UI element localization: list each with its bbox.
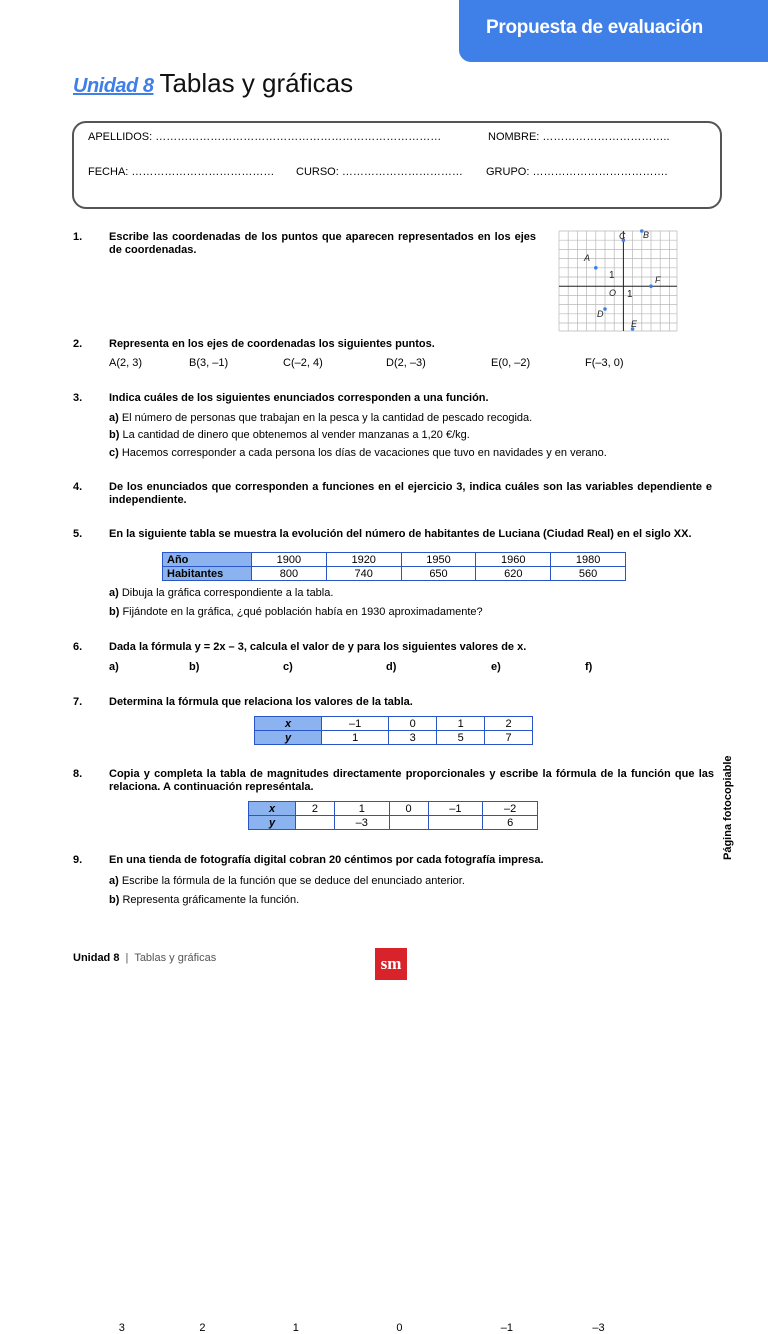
table-cell[interactable] bbox=[428, 816, 483, 830]
option-value: 0 bbox=[396, 1322, 403, 1334]
table-header-cell: y bbox=[249, 816, 296, 830]
option-item bbox=[283, 661, 299, 1334]
xy-table-q7 bbox=[254, 716, 533, 745]
question-number: 5. bbox=[73, 528, 83, 540]
sub-label: a) bbox=[109, 587, 119, 599]
option-value: –3 bbox=[592, 1322, 605, 1334]
sub-label: a) bbox=[109, 875, 119, 887]
question-text: De los enunciados que corresponden a funciones en el ejercicio 3, indica cuáles son las variables dependiente e independiente. bbox=[109, 481, 712, 506]
point-d bbox=[603, 307, 607, 311]
question-3-a bbox=[109, 412, 532, 424]
question-number: 6. bbox=[73, 641, 83, 653]
question-text: Escribe las coordenadas de los puntos que aparecen representados en los ejes de coordenadas. bbox=[109, 231, 536, 256]
question-text: En la siguiente tabla se muestra la evolución del número de habitantes de Luciana (Ciudad Real) en el siglo XX. bbox=[109, 528, 692, 540]
label-a: A bbox=[584, 253, 591, 263]
footer-unit: Unidad 8 bbox=[73, 952, 120, 964]
sub-label: c) bbox=[109, 447, 119, 459]
table-row bbox=[255, 717, 533, 731]
table-row bbox=[163, 567, 626, 581]
option-item bbox=[491, 661, 514, 1334]
unit-number: Unidad 8 bbox=[73, 75, 154, 97]
question-text: Copia y completa la tabla de magnitudes directamente proporcionales y escribe la fórmula de la función que las relaciona. A continuación represéntala. bbox=[109, 768, 714, 793]
table-cell: 6 bbox=[483, 816, 538, 830]
field-curso[interactable]: CURSO: …………………………… bbox=[296, 166, 463, 178]
table-row bbox=[255, 731, 533, 745]
table-cell[interactable] bbox=[296, 816, 335, 830]
question-text: Determina la fórmula que relaciona los valores de la tabla. bbox=[109, 696, 413, 708]
footer-title: Tablas y gráficas bbox=[134, 952, 217, 964]
header-banner: Propuesta de evaluación bbox=[459, 0, 768, 62]
population-table bbox=[162, 552, 626, 581]
option-label: e) bbox=[491, 661, 501, 673]
question-number: 7. bbox=[73, 696, 83, 708]
sub-text: La cantidad de dinero que obtenemos al vender manzanas a 1,20 €/kg. bbox=[122, 429, 470, 441]
table-cell: 0 bbox=[389, 802, 428, 816]
table-row bbox=[249, 802, 538, 816]
table-cell: 3 bbox=[389, 731, 437, 745]
point-item: B(3, –1) bbox=[189, 357, 229, 369]
sub-text: Representa gráficamente la función. bbox=[122, 894, 300, 906]
question-text: En una tienda de fotografía digital cobran 20 céntimos por cada fotografía impresa. bbox=[109, 854, 544, 866]
table-cell: 650 bbox=[401, 567, 476, 581]
table-cell: 2 bbox=[485, 717, 533, 731]
option-label: f) bbox=[585, 661, 593, 673]
option-item bbox=[109, 661, 125, 1334]
point-item: A(2, 3) bbox=[109, 357, 143, 369]
option-label: c) bbox=[283, 661, 293, 673]
table-cell: 620 bbox=[476, 567, 551, 581]
sub-text: Hacemos corresponder a cada persona los días de vacaciones que tuvo en navidades y en verano. bbox=[121, 447, 607, 459]
point-item: C(–2, 4) bbox=[283, 357, 323, 369]
point-a bbox=[594, 266, 598, 270]
question-text: Dada la fórmula y = 2x – 3, calcula el valor de y para los siguientes valores de x. bbox=[109, 641, 527, 653]
label-origin: O bbox=[609, 288, 617, 298]
point-f bbox=[649, 284, 653, 288]
table-row bbox=[249, 816, 538, 830]
question-number: 1. bbox=[73, 231, 83, 243]
question-number: 4. bbox=[73, 481, 83, 493]
option-value: 2 bbox=[199, 1322, 206, 1334]
question-text: Indica cuáles de los siguientes enunciados corresponden a una función. bbox=[109, 392, 489, 404]
field-fecha[interactable]: FECHA: ………………………………… bbox=[88, 166, 275, 178]
question-3-c bbox=[109, 447, 607, 459]
xy-table-q8 bbox=[248, 801, 538, 830]
student-info-box bbox=[72, 121, 722, 209]
question-9-a bbox=[109, 875, 465, 887]
table-cell: 1950 bbox=[401, 553, 476, 567]
table-header-cell: y bbox=[255, 731, 322, 745]
option-label: a) bbox=[109, 661, 119, 673]
option-label: b) bbox=[189, 661, 200, 673]
question-text: Representa en los ejes de coordenadas los siguientes puntos. bbox=[109, 338, 435, 350]
table-cell: –1 bbox=[322, 717, 389, 731]
table-cell: 1960 bbox=[476, 553, 551, 567]
label-b: B bbox=[643, 230, 650, 240]
sm-logo: sm bbox=[375, 948, 407, 980]
question-number: 3. bbox=[73, 392, 83, 404]
option-item bbox=[585, 661, 605, 1334]
table-cell: 1920 bbox=[326, 553, 401, 567]
option-label: d) bbox=[386, 661, 397, 673]
table-header-cell: Año bbox=[163, 553, 252, 567]
option-value: 1 bbox=[292, 1322, 299, 1334]
sub-text: Escribe la fórmula de la función que se deduce del enunciado anterior. bbox=[121, 875, 465, 887]
table-cell: –2 bbox=[483, 802, 538, 816]
question-5-a bbox=[109, 587, 333, 599]
sub-text: Fijándote en la gráfica, ¿qué población había en 1930 aproximadamente? bbox=[122, 606, 483, 618]
table-cell: 2 bbox=[296, 802, 335, 816]
table-cell: 1 bbox=[334, 802, 389, 816]
unit-title: Tablas y gráficas bbox=[159, 68, 354, 98]
table-row bbox=[163, 553, 626, 567]
table-cell: 1 bbox=[322, 731, 389, 745]
question-number: 8. bbox=[73, 768, 83, 780]
label-e: E bbox=[631, 319, 638, 329]
option-item bbox=[189, 661, 206, 1334]
sub-text: El número de personas que trabajan en la pesca y la cantidad de pescado recogida. bbox=[121, 412, 533, 424]
question-3-b bbox=[109, 429, 470, 441]
label-one-y: 1 bbox=[609, 270, 615, 281]
sub-label: b) bbox=[109, 894, 120, 906]
table-header-cell: Habitantes bbox=[163, 567, 252, 581]
footer bbox=[73, 952, 216, 964]
table-cell: 1 bbox=[437, 717, 485, 731]
table-cell: 560 bbox=[551, 567, 626, 581]
field-grupo[interactable]: GRUPO: ………………………………. bbox=[486, 166, 668, 178]
table-header-cell: x bbox=[249, 802, 296, 816]
sub-label: b) bbox=[109, 606, 120, 618]
option-value: –1 bbox=[500, 1322, 514, 1334]
field-nombre[interactable]: NOMBRE: …………………………….. bbox=[488, 131, 670, 143]
table-cell: 1980 bbox=[551, 553, 626, 567]
label-one-x: 1 bbox=[627, 289, 633, 300]
table-cell: –1 bbox=[428, 802, 483, 816]
table-cell: 7 bbox=[485, 731, 533, 745]
table-header-cell: x bbox=[255, 717, 322, 731]
point-item: E(0, –2) bbox=[491, 357, 531, 369]
question-9-b bbox=[109, 894, 299, 906]
field-apellidos[interactable]: APELLIDOS: …………………………………………………………………… bbox=[88, 131, 442, 143]
side-label: Página fotocopiable bbox=[722, 755, 734, 860]
page-title bbox=[73, 68, 353, 102]
option-value: 3 bbox=[118, 1322, 125, 1334]
question-number: 2. bbox=[73, 338, 83, 350]
point-item: F(–3, 0) bbox=[585, 357, 624, 369]
table-cell: 800 bbox=[252, 567, 327, 581]
table-cell: 740 bbox=[326, 567, 401, 581]
sub-text: Dibuja la gráfica correspondiente a la tabla. bbox=[121, 587, 334, 599]
coordinate-graph bbox=[557, 229, 679, 333]
question-number: 9. bbox=[73, 854, 83, 866]
sub-label: a) bbox=[109, 412, 119, 424]
table-cell: 0 bbox=[389, 717, 437, 731]
point-item: D(2, –3) bbox=[386, 357, 426, 369]
label-c: C bbox=[619, 231, 626, 241]
question-5-b bbox=[109, 606, 483, 618]
sub-label: b) bbox=[109, 429, 120, 441]
table-cell: –3 bbox=[334, 816, 389, 830]
label-d: D bbox=[597, 309, 604, 319]
table-cell: 5 bbox=[437, 731, 485, 745]
label-f: F bbox=[655, 275, 661, 285]
footer-separator: | bbox=[125, 952, 129, 964]
table-cell: 1900 bbox=[252, 553, 327, 567]
table-cell[interactable] bbox=[389, 816, 428, 830]
